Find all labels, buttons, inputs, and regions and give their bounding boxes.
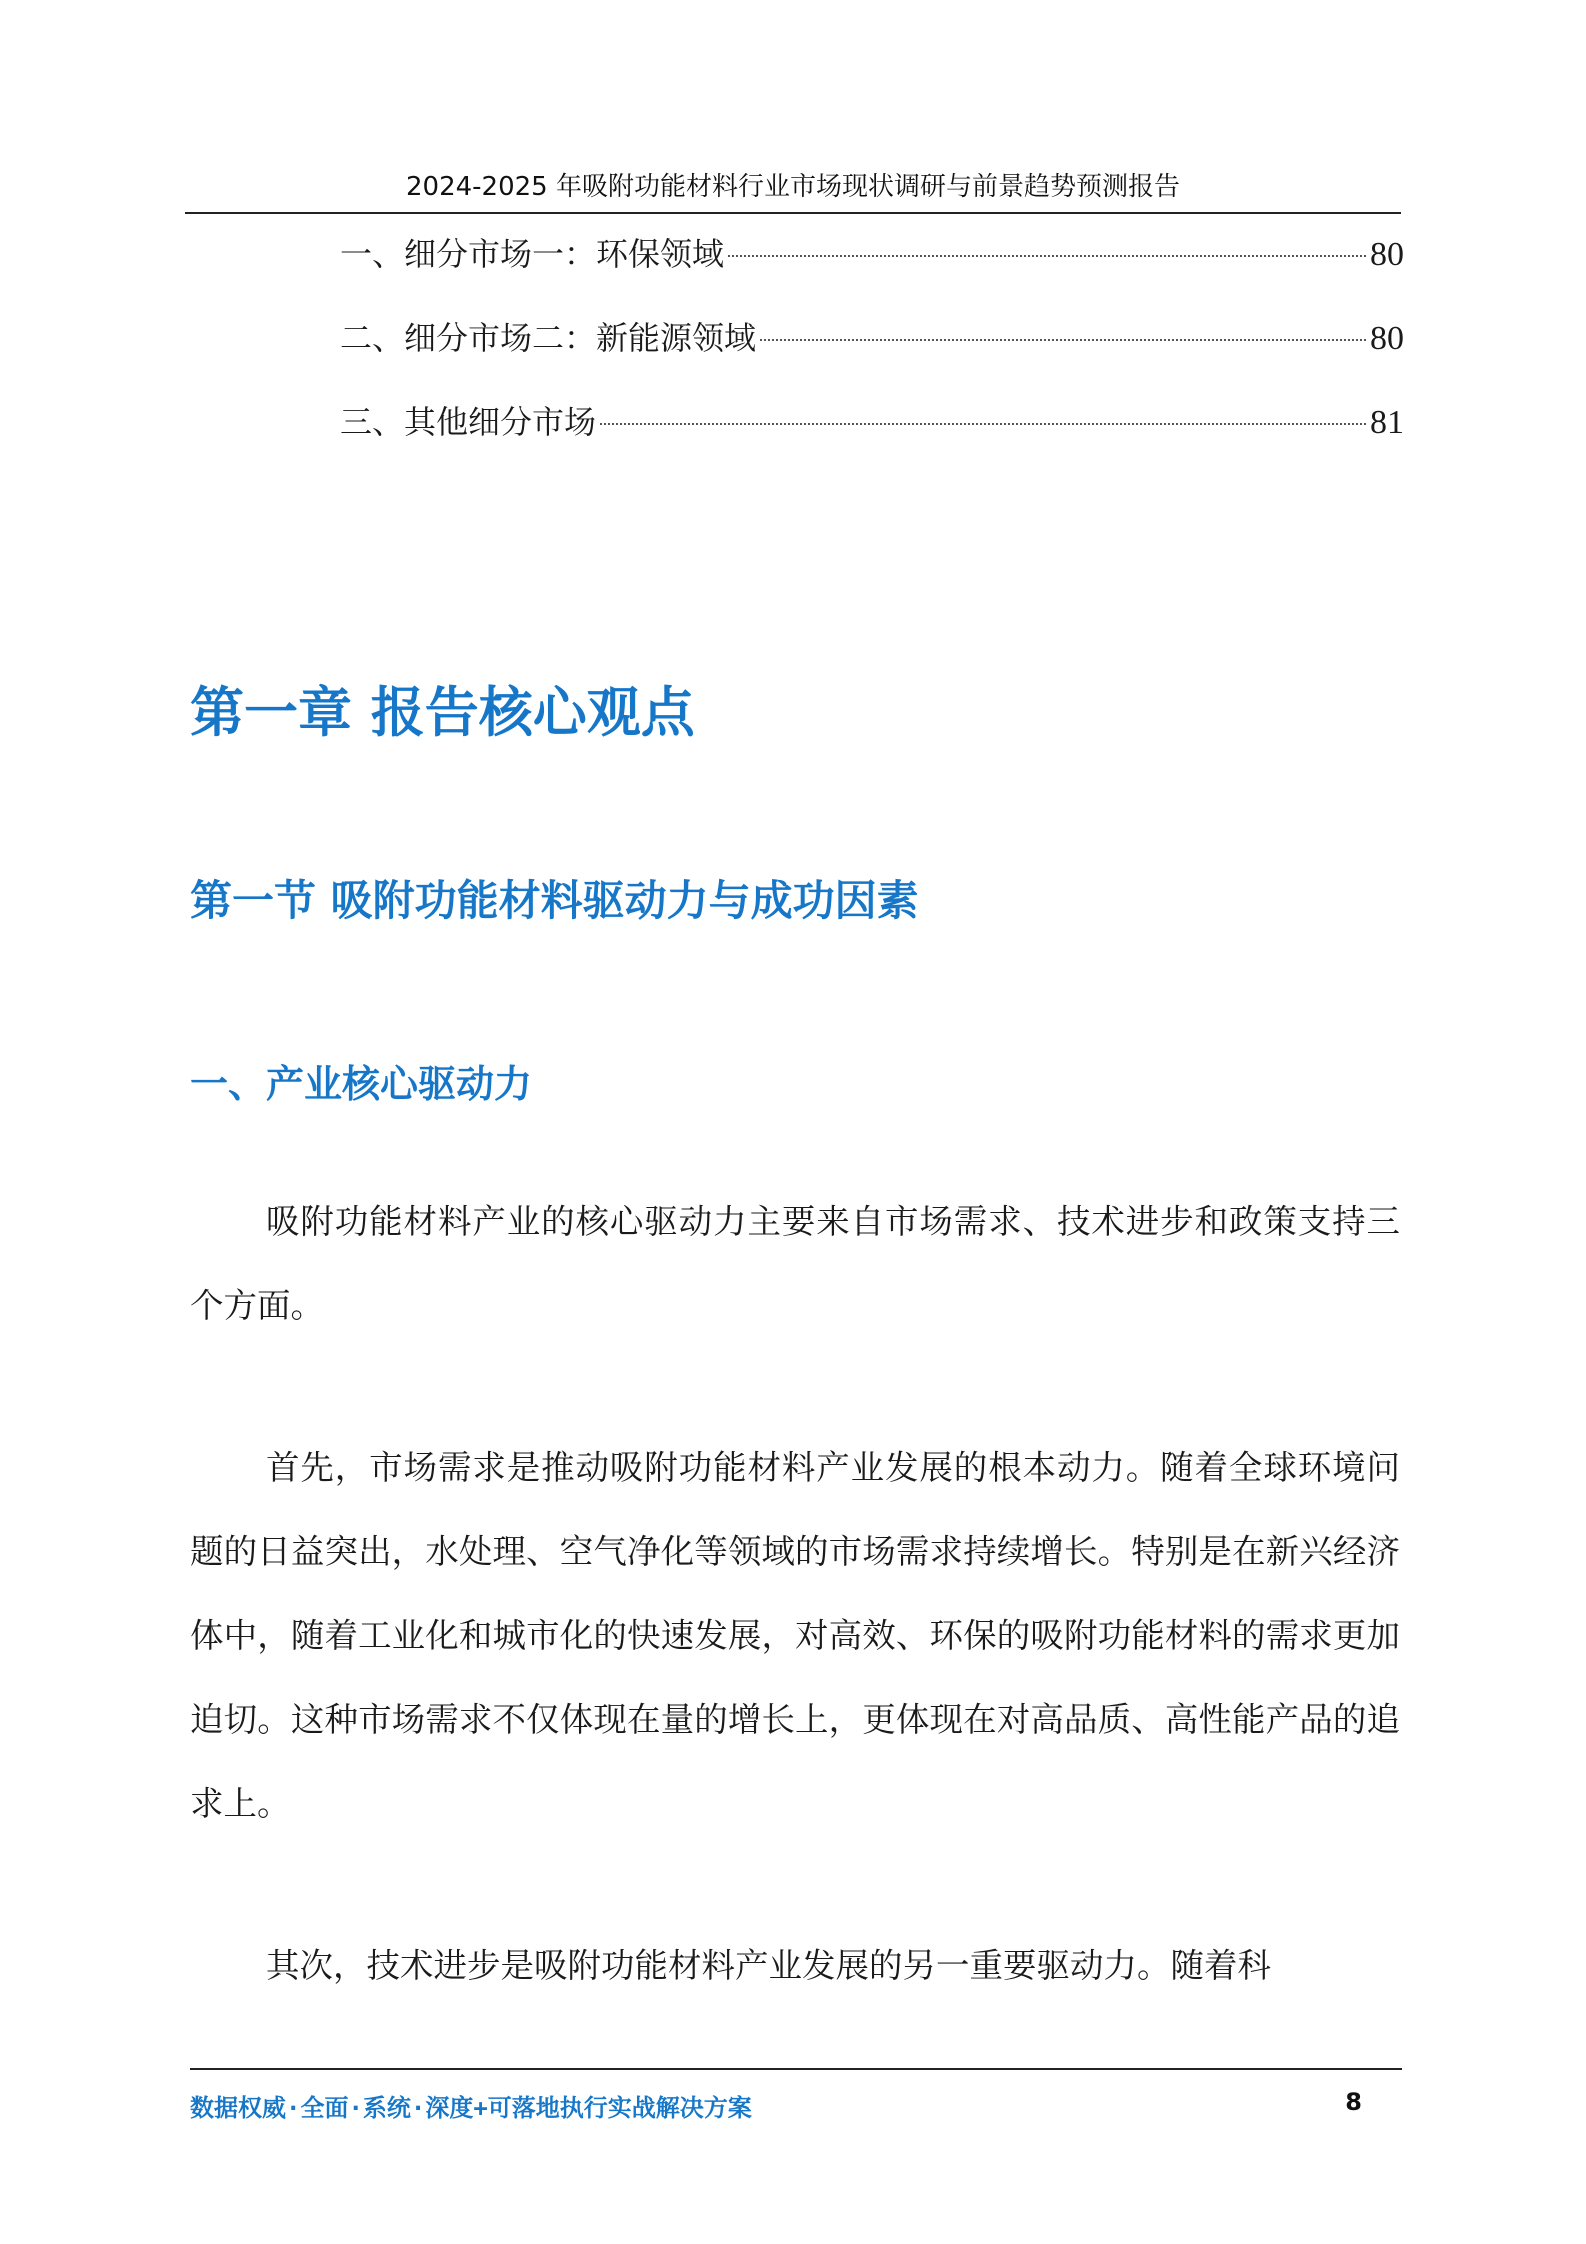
toc-entry-page: 80 — [1370, 320, 1404, 357]
toc-entry-label: 一、细分市场一：环保领域 — [340, 235, 725, 273]
body-paragraph: 首先，市场需求是推动吸附功能材料产业发展的根本动力。随着全球环境问题的日益突出，水处理、空气净化等领域的市场需求持续增长。特别是在新兴经济体中，随着工业化和城市化的快速发展，对高效、环保的吸附功能材料的需求更加迫切。这种市场需求不仅体现在量的增长上，更体现在对高品质、高性能产品的追求上。 — [190, 1448, 1400, 1823]
subsection-title: 一、产业核心驱动力 — [190, 1062, 533, 1106]
chapter-title: 第一章 报告核心观点 — [190, 681, 695, 745]
toc-leader-dots — [760, 339, 1366, 341]
toc-entry-page: 81 — [1370, 404, 1404, 441]
page-number: 8 — [1345, 2088, 1362, 2116]
toc-leader-dots — [728, 255, 1366, 257]
toc-leader-dots — [600, 423, 1366, 425]
toc-entry-label: 二、细分市场二：新能源领域 — [340, 319, 757, 357]
toc-entry[interactable] — [340, 396, 1404, 480]
body-paragraph: 其次，技术进步是吸附功能材料产业发展的另一重要驱动力。随着科 — [266, 1946, 1271, 1985]
toc-entry-page: 80 — [1370, 236, 1404, 273]
page-header — [185, 160, 1401, 214]
body-paragraph: 吸附功能材料产业的核心驱动力主要来自市场需求、技术进步和政策支持三个方面。 — [190, 1202, 1400, 1325]
footer-slogan: 数据权威·全面·系统·深度+可落地执行实战解决方案 — [190, 2094, 752, 2122]
page-footer — [190, 2068, 1402, 2122]
table-of-contents — [340, 228, 1404, 480]
section-title: 第一节 吸附功能材料驱动力与成功因素 — [190, 875, 919, 925]
toc-entry[interactable] — [340, 312, 1404, 396]
toc-entry-label: 三、其他细分市场 — [340, 403, 597, 441]
report-title: 2024-2025 年吸附功能材料行业市场现状调研与前景趋势预测报告 — [406, 172, 1180, 202]
toc-entry[interactable] — [340, 228, 1404, 312]
